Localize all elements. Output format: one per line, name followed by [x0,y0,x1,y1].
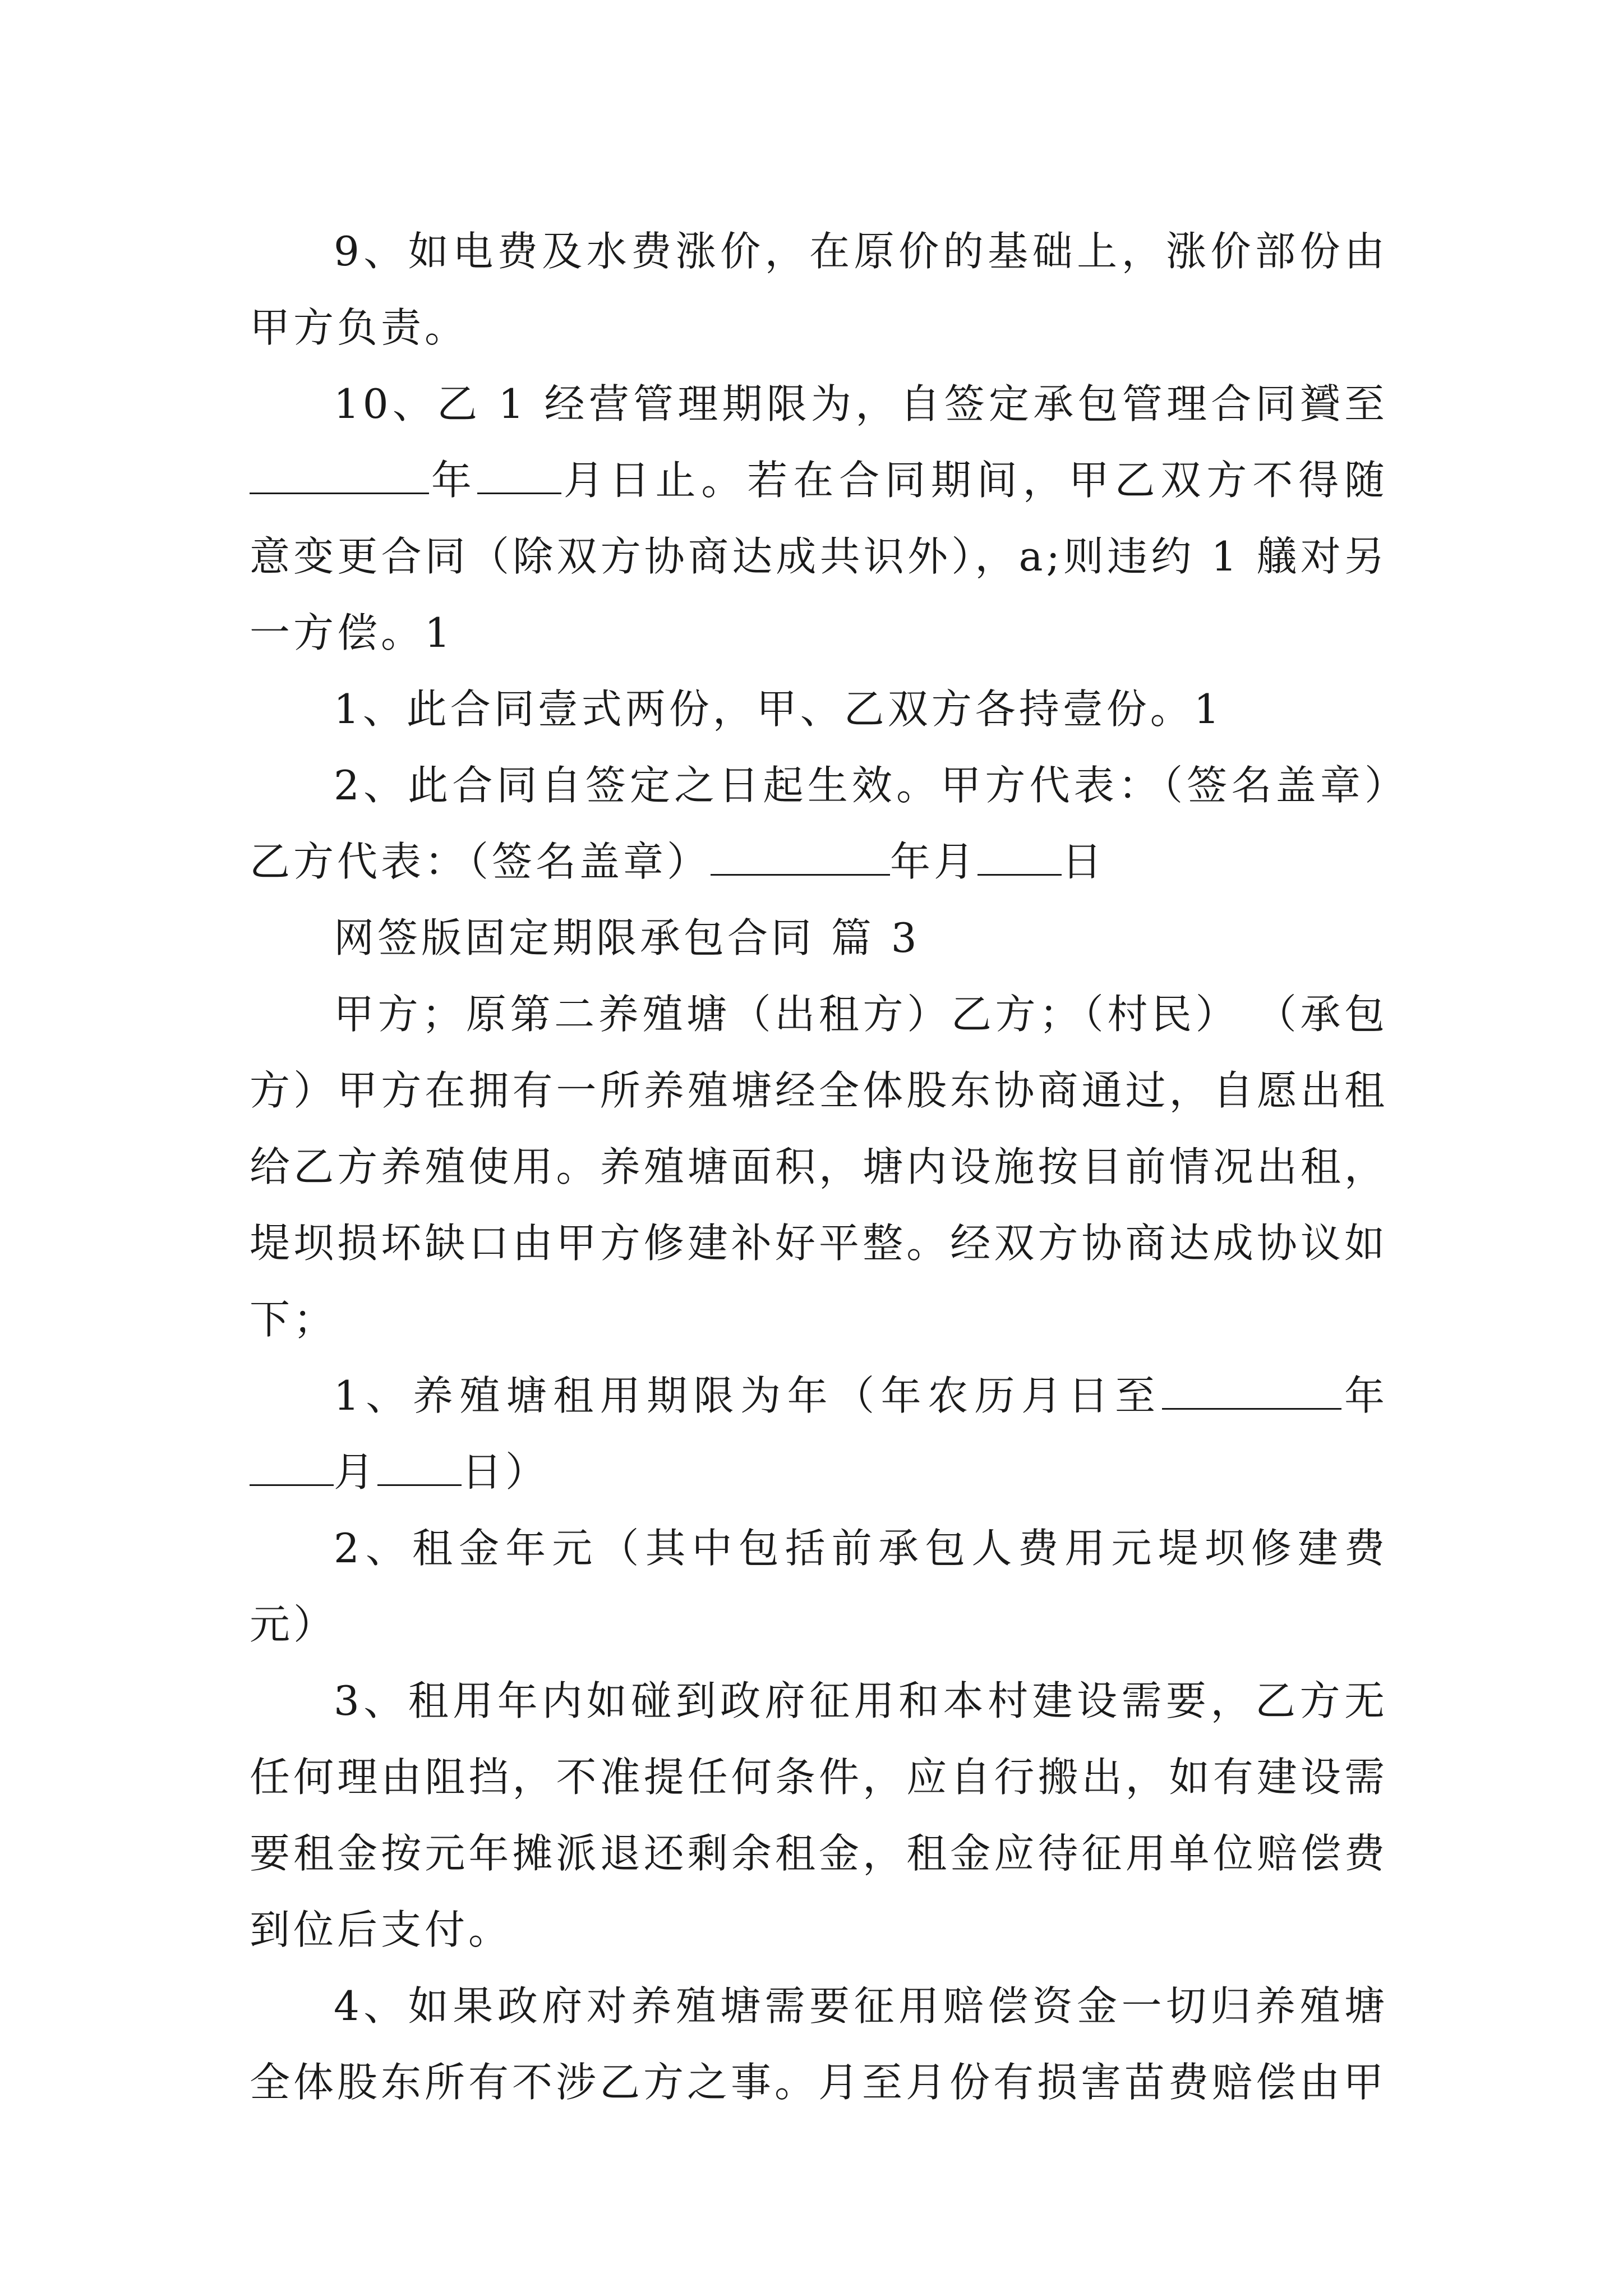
clause-lease-term-text-c: 月 [334,1448,378,1496]
clause-effective-text-c: 日 [1062,838,1106,885]
clause-expropriation-text: 3、租用年内如碰到政府征用和本村建设需要，乙方无任何理由阻挡，不准提任何条件，应自行搬出，如有建设需要租金按元年摊派退还剩余租金，租金应待征用单位赔偿费到位后支付。 [250,1677,1388,1953]
blank-lease-month-1 [250,1445,334,1486]
clause-rent-text: 2、租金年元（其中包括前承包人费用元堤坝修建费元） [250,1525,1388,1648]
blank-month [477,453,561,494]
clause-effective-text-a: 2、此合同自签定之日起生效。甲方代表：（签名盖章）乙方代表：（签名盖章） [250,762,1388,885]
blank-sign-day [978,835,1062,876]
clause-10-text-c: 月日止。若在合同期间，甲乙双方不得随意变更合同（除双方协商达成共识外），a;则违约 1 艤对另一方偿。1 [250,457,1388,656]
clause-9-text: 9、如电费及水费涨价，在原价的基础上，涨价部份由甲方负责。 [250,228,1388,351]
clause-compensation-text: 4、如果政府对养殖塘需要征用赔偿资金一切归养殖塘全体股东所有不涉乙方之事。月至月份有损害苗费赔偿由甲 [250,1982,1388,2106]
blank-lease-day [377,1445,462,1486]
section-title [250,900,1388,976]
parties-intro [250,976,1388,1358]
section-title-text: 网签版固定期限承包合同 篇 3 [334,914,920,961]
clause-lease-term [250,1358,1388,1510]
clause-lease-term-text-a: 1、养殖塘租用期限为年（年农历月日至 [334,1372,1162,1419]
clause-10-text-a: 10、乙 1 经营管理期限为，自签定承包管理合同贇至 [334,380,1388,427]
blank-sign-year [711,835,890,876]
blank-lease-year [1162,1369,1341,1410]
clause-expropriation [250,1663,1388,1968]
clause-rent [250,1510,1388,1663]
clause-10-text-b: 年 [429,457,477,504]
clause-9 [250,213,1388,366]
blank-year [250,453,429,494]
clause-effective-text-b: 年月 [890,838,978,885]
clause-copies [250,671,1388,747]
clause-compensation [250,1968,1388,2120]
clause-lease-term-text-b: 年 [1341,1372,1388,1419]
clause-copies-text: 1、此合同壹式两份，甲、乙双方各持壹份。1 [334,685,1223,733]
clause-10 [250,366,1388,671]
clause-lease-term-text-d: 日） [462,1448,550,1496]
document-body [250,213,1388,2120]
parties-intro-text: 甲方；原第二养殖塘（出租方）乙方；（村民） （承包方）甲方在拥有一所养殖塘经全体股东协商通过，自愿出租给乙方养殖使用。养殖塘面积，塘内设施按目前情况出租，堤坝损坏缺口由甲方修建补好平整。经双方协商达成协议如下； [250,991,1388,1343]
clause-effective [250,747,1388,900]
